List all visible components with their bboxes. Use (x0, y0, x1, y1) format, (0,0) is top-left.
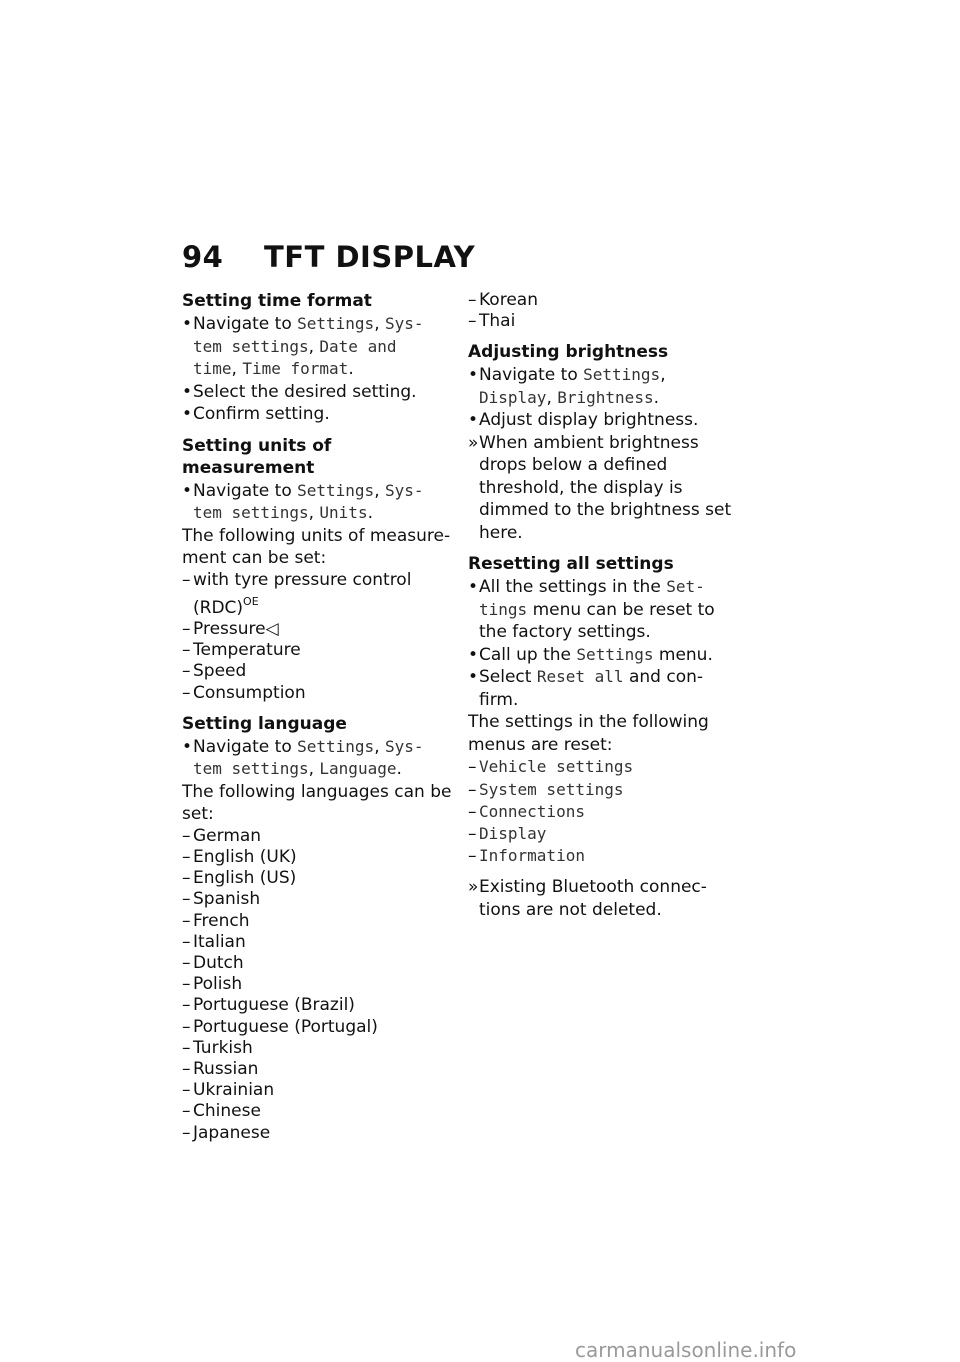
dash-marker: – (182, 1058, 191, 1079)
dash-marker: – (182, 868, 191, 889)
item-text: Consumption (193, 682, 306, 703)
reset-intro (468, 711, 743, 756)
list-item (182, 661, 452, 682)
menu-path-system-settings: tem settings (193, 759, 309, 779)
list-item (182, 570, 452, 591)
bullet-marker: • (468, 667, 479, 688)
bullet-marker: • (182, 381, 193, 402)
step-navigate-brightness (468, 364, 743, 409)
dash-marker: – (182, 1037, 191, 1058)
dash-marker: – (182, 952, 191, 973)
dash-marker: – (182, 825, 191, 846)
bullet-marker: • (182, 736, 193, 757)
end-of-rdc-marker-icon: ◁ (265, 618, 279, 639)
menu-path-settings: tings (479, 599, 528, 619)
step-text: Select (479, 667, 537, 688)
units-list (182, 570, 452, 704)
language-list (182, 826, 452, 1144)
step-text: Confirm setting. (193, 404, 330, 424)
dash-marker: – (182, 1101, 191, 1122)
text-line: menus are reset: (468, 734, 613, 755)
item-text: Thai (479, 311, 516, 332)
bullet-marker: • (182, 404, 193, 424)
dash-marker: – (182, 910, 191, 931)
list-item (182, 911, 452, 932)
page-title: TFT DISPLAY (264, 240, 476, 274)
bullet-marker: • (468, 410, 479, 431)
item-text: Dutch (193, 952, 244, 973)
item-text: Display (479, 824, 547, 844)
dash-marker: – (182, 846, 191, 867)
separator: , (374, 480, 385, 501)
menu-path-date-and-time: time (193, 359, 232, 378)
menu-path-system-settings: Sys- (385, 736, 424, 756)
item-text: Pressure (193, 618, 266, 639)
list-item (468, 779, 743, 801)
separator: , (308, 759, 320, 780)
menu-path-system-settings: Sys- (385, 480, 424, 500)
watermark: carmanualsonline.info (575, 1338, 797, 1362)
list-item (182, 868, 452, 889)
list-item (182, 847, 452, 868)
dash-marker: – (468, 757, 477, 778)
step-text: Call up the (479, 644, 577, 665)
separator: . (367, 503, 373, 523)
menu-path-settings: Settings (297, 736, 375, 756)
menu-path-settings: Settings (297, 314, 375, 333)
item-text: Polish (193, 974, 243, 995)
step-text: Navigate to (193, 736, 298, 757)
list-item (182, 995, 452, 1016)
result-text: When ambient brightness (479, 432, 699, 453)
separator: . (653, 387, 659, 408)
step-text: and con- (623, 667, 704, 688)
list-item (182, 640, 452, 661)
item-text: Italian (193, 931, 246, 952)
menu-path-system-settings: tem settings (193, 336, 309, 356)
section-heading-units: Setting units of measurement (182, 435, 332, 478)
optional-equipment-superscript: OE (243, 594, 259, 608)
result-text: Existing Bluetooth connec- (479, 877, 707, 898)
item-text: German (193, 825, 262, 846)
step-select-setting (182, 381, 452, 404)
separator: , (308, 336, 320, 357)
separator: . (396, 759, 402, 780)
text-line: The following languages can be (182, 781, 452, 802)
text-line: ment can be set: (182, 548, 327, 568)
list-item (182, 683, 452, 704)
list-item (468, 823, 743, 845)
list-item (182, 1080, 452, 1101)
item-text: Spanish (193, 889, 261, 910)
separator: , (546, 387, 558, 408)
menu-path-system-settings: tem settings (193, 503, 309, 522)
list-item (182, 1038, 452, 1059)
step-text: Adjust display brightness. (479, 410, 699, 431)
dash-marker: – (182, 931, 191, 952)
item-text: Connections (479, 801, 585, 821)
result-text: here. (479, 522, 523, 543)
section-heading-brightness: Adjusting brightness (468, 342, 669, 363)
list-item (182, 1123, 452, 1144)
reset-menus-list (468, 756, 743, 867)
dash-marker: – (468, 824, 477, 845)
result-brightness-dimming (468, 432, 743, 545)
menu-path-display: Display (479, 387, 547, 407)
menu-path-settings: Settings (297, 480, 375, 500)
step-reset-info (468, 576, 743, 644)
step-text: menu. (653, 644, 713, 665)
item-text: Portuguese (Portugal) (193, 1016, 378, 1037)
units-intro (182, 525, 452, 570)
step-adjust-brightness (468, 409, 743, 432)
bullet-marker: • (468, 365, 479, 386)
step-confirm-setting (182, 403, 452, 426)
menu-path-date-and-time: Date and (319, 336, 397, 356)
item-text: Vehicle settings (479, 757, 634, 777)
dash-marker: – (182, 974, 191, 995)
language-intro (182, 781, 452, 826)
list-item (182, 1101, 452, 1122)
item-text: Japanese (193, 1122, 271, 1143)
step-call-settings-menu (468, 644, 743, 667)
list-item (468, 311, 743, 332)
step-navigate-language (182, 736, 452, 781)
bullet-marker: • (182, 480, 193, 501)
dash-marker: – (182, 661, 191, 682)
list-item (468, 756, 743, 778)
item-text: Ukrainian (193, 1080, 275, 1101)
step-text: Navigate to (193, 314, 298, 334)
item-text: French (193, 910, 250, 931)
dash-marker: – (468, 846, 477, 867)
dash-marker: – (182, 569, 191, 590)
item-text: (RDC) (193, 597, 244, 618)
dash-marker: – (182, 1016, 191, 1037)
menu-path-system-settings: Sys- (385, 314, 424, 333)
item-text: Chinese (193, 1101, 261, 1122)
menu-path-settings: Settings (576, 644, 654, 664)
step-text: menu can be reset to (527, 599, 715, 620)
dash-marker: – (468, 311, 477, 332)
result-text: dimmed to the brightness set (479, 500, 732, 521)
list-item (182, 953, 452, 974)
item-text: Speed (193, 661, 247, 682)
menu-path-language: Language (319, 759, 397, 779)
page-header (182, 240, 475, 274)
step-text: Navigate to (193, 480, 298, 501)
step-select-reset-all (468, 666, 743, 711)
menu-path-settings: Set- (666, 577, 705, 597)
list-item (182, 1017, 452, 1038)
result-text: tions are not deleted. (479, 899, 662, 920)
step-text: firm. (479, 689, 519, 710)
result-text: threshold, the display is (479, 477, 683, 498)
dash-marker: – (182, 640, 191, 661)
list-item (182, 974, 452, 995)
item-text: with tyre pressure control (193, 569, 412, 590)
menu-path-units: Units (319, 503, 368, 522)
separator: , (660, 365, 666, 386)
item-text: Turkish (193, 1037, 253, 1058)
step-text: Navigate to (479, 365, 584, 386)
bullet-marker: • (468, 577, 479, 598)
separator: , (308, 503, 320, 523)
item-text: Portuguese (Brazil) (193, 995, 355, 1016)
bullet-marker: • (468, 644, 479, 665)
dash-marker: – (182, 1122, 191, 1143)
menu-path-settings: Settings (583, 365, 661, 385)
bullet-marker: • (182, 314, 193, 334)
dash-marker: – (468, 801, 477, 822)
list-item (182, 1059, 452, 1080)
dash-marker: – (468, 290, 477, 310)
dash-marker: – (182, 1080, 191, 1101)
right-column (468, 290, 743, 921)
list-item (182, 619, 452, 640)
item-text: Information (479, 846, 585, 866)
list-item (468, 290, 743, 311)
menu-path-time-format: Time format (242, 359, 349, 378)
dash-marker: – (468, 779, 477, 800)
result-text: drops below a defined (479, 455, 668, 476)
left-column (182, 290, 452, 1144)
list-item (468, 845, 743, 867)
result-bluetooth-kept (468, 876, 743, 921)
dash-marker: – (182, 889, 191, 910)
step-text: the factory settings. (479, 622, 651, 643)
dash-marker: – (182, 682, 191, 703)
list-item (468, 801, 743, 823)
section-heading-reset: Resetting all settings (468, 554, 674, 575)
list-item (182, 826, 452, 847)
step-navigate-time-format (182, 313, 452, 381)
page-number: 94 (182, 240, 224, 274)
text-line: The settings in the following (468, 712, 709, 733)
section-heading-language: Setting language (182, 713, 347, 734)
dash-marker: – (182, 618, 191, 639)
section-heading-time-format: Setting time format (182, 291, 372, 311)
separator: , (374, 736, 385, 757)
list-item (182, 889, 452, 910)
result-marker: » (468, 877, 479, 898)
menu-path-reset-all: Reset all (536, 667, 624, 687)
text-line: set: (182, 804, 214, 825)
dash-marker: – (182, 995, 191, 1016)
item-text: English (US) (193, 868, 297, 889)
list-item (182, 591, 452, 619)
item-text: English (UK) (193, 846, 297, 867)
text-line: The following units of measure- (182, 525, 451, 546)
separator: , (374, 314, 385, 334)
menu-path-brightness: Brightness (557, 387, 654, 407)
result-marker: » (468, 432, 479, 453)
step-text: All the settings in the (479, 577, 667, 598)
step-text: Select the desired setting. (193, 381, 417, 402)
list-item (182, 932, 452, 953)
separator: , (231, 359, 243, 379)
item-text: Russian (193, 1058, 259, 1079)
item-text: System settings (479, 779, 624, 799)
item-text: Korean (479, 290, 538, 310)
step-navigate-units (182, 480, 452, 525)
language-list-continued (468, 290, 743, 332)
item-text: Temperature (193, 640, 301, 661)
separator: . (348, 359, 354, 379)
